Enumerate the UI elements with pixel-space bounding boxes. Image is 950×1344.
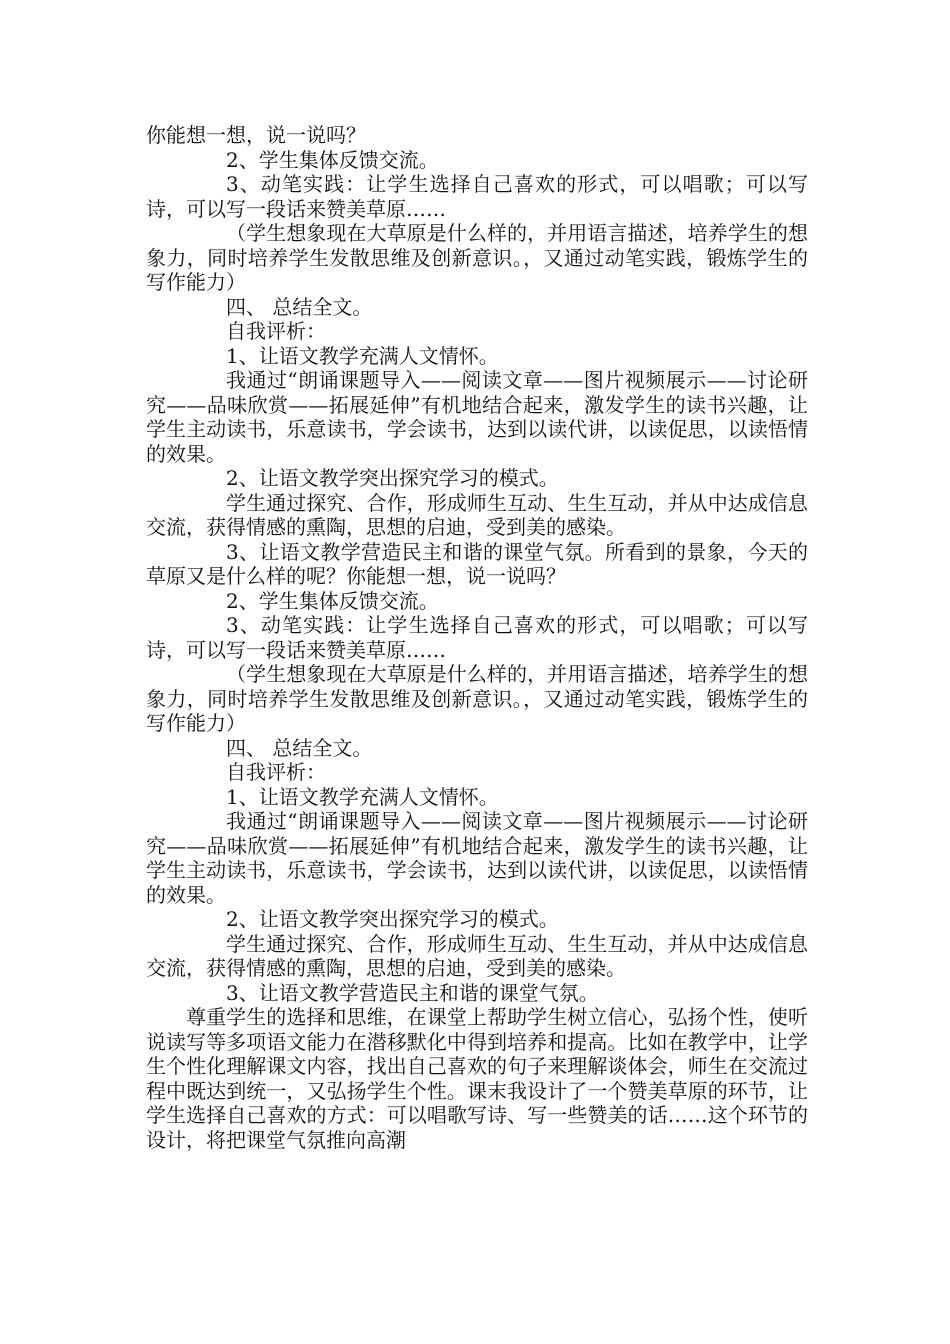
paragraph: 学生通过探究、合作，形成师生互动、生生互动，并从中达成信息交流，获得情感的熏陶，思想的启迪，受到美的感染。 [146,490,808,539]
paragraph: 我通过“朗诵课题导入——阅读文章——图片视频展示——讨论研究——品味欣赏——拓展延伸”有机地结合起来，激发学生的读书兴趣，让学生主动读书，乐意读书，学会读书，达到以读代讲，以读促思，以读悟情的效果。 [146,368,808,466]
paragraph: 1、让语文教学充满人文情怀。 [226,784,499,809]
paragraph: 四、 总结全文。 [226,735,373,760]
paragraph: 3、动笔实践：让学生选择自己喜欢的形式，可以唱歌；可以写诗，可以写一段话来赞美草原…… [146,613,808,662]
paragraph: 3、动笔实践：让学生选择自己喜欢的形式，可以唱歌；可以写诗，可以写一段话来赞美草原…… [146,172,808,221]
document-body [146,123,808,1152]
paragraph: 学生通过探究、合作，形成师生互动、生生互动，并从中达成信息交流，获得情感的熏陶，思想的启迪，受到美的感染。 [146,931,808,980]
paragraph: 2、让语文教学突出探究学习的模式。 [226,907,559,931]
paragraph: 2、学生集体反馈交流。 [226,147,439,172]
paragraph: （学生想象现在大草原是什么样的，并用语言描述，培养学生的想象力，同时培养学生发散思维及创新意识。，又通过动笔实践，锻炼学生的写作能力） [146,662,808,735]
paragraph: （学生想象现在大草原是什么样的，并用语言描述，培养学生的想象力，同时培养学生发散思维及创新意识。，又通过动笔实践，锻炼学生的写作能力） [146,221,808,294]
paragraph: 2、让语文教学突出探究学习的模式。 [226,466,559,490]
paragraph: 1、让语文教学充满人文情怀。 [226,343,499,368]
paragraph: 自我评析： [226,760,326,784]
paragraph: 3、让语文教学营造民主和谐的课堂气氛。 [226,980,599,1005]
paragraph: 你能想一想，说一说吗？ [146,123,366,147]
paragraph: 2、学生集体反馈交流。 [226,588,439,613]
paragraph: 四、 总结全文。 [226,294,373,319]
paragraph: 我通过“朗诵课题导入——阅读文章——图片视频展示——讨论研究——品味欣赏——拓展延伸”有机地结合起来，激发学生的读书兴趣，让学生主动读书，乐意读书，学会读书，达到以读代讲，以读促思，以读悟情的效果。 [146,809,808,907]
paragraph: 自我评析： [226,319,326,343]
paragraph: 尊重学生的选择和思维，在课堂上帮助学生树立信心，弘扬个性，使听说读写等多项语文能力在潜移默化中得到培养和提高。比如在教学中，让学生个性化理解课文内容，找出自己喜欢的句子来理解谈体会，师生在交流过程中既达到统一，又弘扬学生个性。课末我设计了一个赞美草原的环节，让学生选择自己喜欢的方式：可以唱歌写诗、写一些赞美的话……这个环节的设计，将把课堂气氛推向高潮 [146,1005,808,1152]
paragraph: 3、让语文教学营造民主和谐的课堂气氛。所看到的景象，今天的草原又是什么样的呢？你能想一想，说一说吗？ [146,539,808,588]
